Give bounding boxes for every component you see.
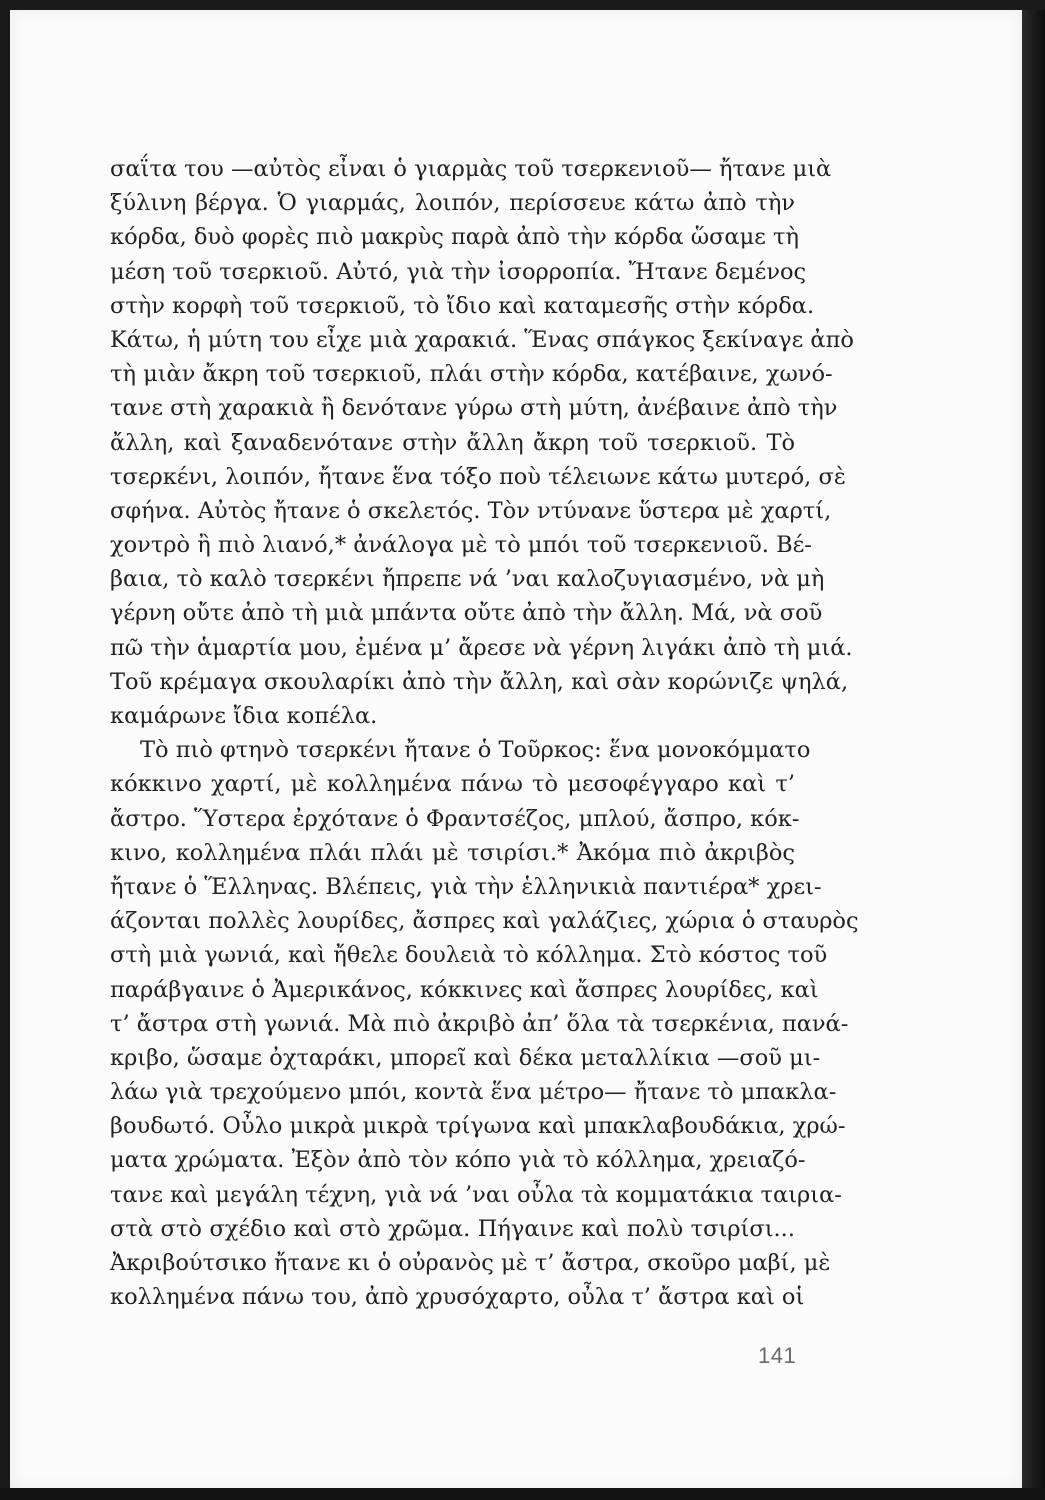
text-line: ἤτανε ὁ Ἕλληνας. Βλέπεις, γιὰ τὴν ἑλληνικιὰ παντιέρα* χρει- [110,873,822,900]
text-line: σαΐτα του —αὐτὸς εἶναι ὁ γιαρμὰς τοῦ τσερκενιοῦ— ἤτανε μιὰ [110,156,832,182]
text-line: ξύλινη βέργα. Ὁ γιαρμάς, λοιπόν, περίσσευε κάτω ἀπὸ τὴν [110,190,795,217]
text-line: Κάτω, ἡ μύτη του εἶχε μιὰ χαρακιά. Ἕνας σπάγκος ξεκίναγε ἀπὸ [110,326,854,353]
text-line: βαια, τὸ καλὸ τσερκένι ἤπρεπε νά ’ναι καλοζυγιασμένο, νὰ μὴ [110,566,825,593]
text-line: Τὸ πιὸ φτηνὸ τσερκένι ἤτανε ὁ Τοῦρκος: ἕνα μονοκόμματο [140,737,811,764]
text-line: γέρνη οὔτε ἀπὸ τὴ μιὰ μπάντα οὔτε ἀπὸ τὴν ἄλλη. Μά, νὰ σοῦ [110,600,823,627]
text-line: ματα χρώματα. Ἐξὸν ἀπὸ τὸν κόπο γιὰ τὸ κόλλημα, χρειαζό- [110,1147,806,1174]
text-line: λάω γιὰ τρεχούμενο μπόι, κοντὰ ἕνα μέτρο— ἤτανε τὸ μπακλα- [110,1079,837,1106]
text-line: στὴ μιὰ γωνιά, καὶ ἤθελε δουλειὰ τὸ κόλλημα. Στὸ κόστος τοῦ [110,942,828,969]
text-line: κόκκινο χαρτί, μὲ κολλημένα πάνω τὸ μεσοφέγγαρο καὶ τ’ [110,771,795,798]
scan-edge-bottom [0,1488,1045,1500]
text-line: κριβο, ὥσαμε ὀχταράκι, μπορεῖ καὶ δέκα μεταλλίκια —σοῦ μι- [110,1044,821,1071]
text-line: ἄλλη, καὶ ξαναδενότανε στὴν ἄλλη ἄκρη τοῦ τσερκιοῦ. Τὸ [110,429,795,456]
text-line: τανε καὶ μεγάλη τέχνη, γιὰ νά ’ναι οὖλα τὰ κομματάκια ταιρια- [110,1181,842,1208]
text-line: πῶ τὴν ἁμαρτία μου, ἐμένα μ’ ἄρεσε νὰ γέρνη λιγάκι ἀπὸ τὴ μιά. [110,634,853,661]
text-line: στὴν κορφὴ τοῦ τσερκιοῦ, τὸ ἴδιο καὶ καταμεσῆς στὴν κόρδα. [110,292,815,319]
text-line: Ἀκριβούτσικο ἤτανε κι ὁ οὐρανὸς μὲ τ’ ἄστρα, σκοῦρο μαβί, μὲ [110,1250,831,1276]
text-line: σφήνα. Αὐτὸς ἤτανε ὁ σκελετός. Τὸν ντύνανε ὕστερα μὲ χαρτί, [110,497,832,524]
text-line: τσερκένι, λοιπόν, ἤτανε ἕνα τόξο ποὺ τέλειωνε κάτω μυτερό, σὲ [110,463,846,490]
text-line: τανε στὴ χαρακιὰ ἢ δενότανε γύρω στὴ μύτη, ἀνέβαινε ἀπὸ τὴν [110,395,838,422]
text-line: άζονται πολλὲς λουρίδες, ἄσπρες καὶ γαλάζιες, χώρια ὁ σταυρὸς [110,908,859,935]
text-line: κολλημένα πάνω του, ἀπὸ χρυσόχαρτο, οὖλα τ’ ἄστρα καὶ οἱ [110,1284,805,1311]
text-line: μέση τοῦ τσερκιοῦ. Αὐτό, γιὰ τὴν ἰσορροπία. Ἤτανε δεμένος [110,258,807,285]
text-line: τὴ μιὰν ἄκρη τοῦ τσερκιοῦ, πλάι στὴν κόρδα, κατέβαινε, χωνό- [110,361,833,388]
text-line: παράβγαινε ὁ Ἀμερικάνος, κόκκινες καὶ ἄσπρες λουρίδες, καὶ [110,976,819,1003]
text-line: καμάρωνε ἴδια κοπέλα. [110,703,378,729]
text-line: κόρδα, δυὸ φορὲς πιὸ μακρὺς παρὰ ἀπὸ τὴν κόρδα ὥσαμε τὴ [110,224,799,251]
body-text [110,152,859,1314]
text-line: ἄστρο. Ὕστερα ἐρχότανε ὁ Φραντσέζος, μπλού, ἄσπρο, κόκ- [110,805,800,832]
text-line: κινο, κολλημένα πλάι πλάι μὲ τσιρίσι.* Ἀκόμα πιὸ ἀκριβὸς [110,839,795,866]
text-line: βουδωτό. Οὖλο μικρὰ μικρὰ τρίγωνα καὶ μπακλαβουδάκια, χρώ- [110,1113,846,1140]
text-line: Τοῦ κρέμαγα σκουλαρίκι ἀπὸ τὴν ἄλλη, καὶ σὰν κορώνιζε ψηλά, [110,668,849,695]
scan-edge-right [1022,10,1045,1490]
text-line: τ’ ἄστρα στὴ γωνιά. Μὰ πιὸ ἀκριβὸ ἀπ’ ὅλα τὰ τσερκένια, πανά- [110,1010,849,1037]
text-line: χοντρὸ ἢ πιὸ λιανό,* ἀνάλογα μὲ τὸ μπόι τοῦ τσερκενιοῦ. Βέ- [110,532,812,559]
text-line: στὰ στὸ σχέδιο καὶ στὸ χρῶμα. Πήγαινε καὶ πολὺ τσιρίσι... [110,1215,795,1242]
page-number: 141 [758,1343,797,1368]
